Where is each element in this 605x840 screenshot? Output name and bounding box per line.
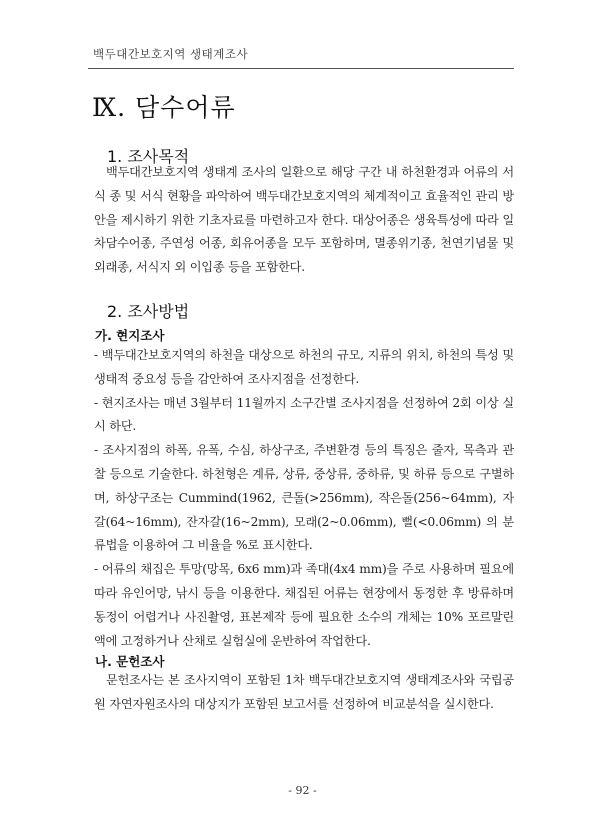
section-1-title: 1. 조사목적 (107, 147, 190, 166)
header-divider (88, 68, 514, 69)
subsection-b-paragraph (94, 669, 514, 717)
section-1-body: 백두대간보호지역 생태계 조사의 일환으로 해당 구간 내 하천환경과 어류의 서식 종 및 서식 현황을 파악하여 백두대간보호지역의 체계적이고 효율적인 관리 방안을 제시하기 위한 기초자료를 마련하고자 한다. 대상어종은 생육특성에 따라 일차담수어종, 주연성 어종, 회유어종을 모두 포함하며, 멸종위기종, 천연기념물 및 외래종, 서식지 외 이입종 등을 포함한다. (94, 165, 514, 275)
list-item: - 조사지점의 하폭, 유폭, 수심, 하상구조, 주변환경 등의 특징은 줄자, 목측과 관찰 등으로 기술한다. 하천형은 계류, 상류, 중상류, 중하류, 및 하류 등으로 구별하며, 하상구조는 Cummind(1962, 큰돌(>256mm), 작은돌(256~64mm), 자갈(64~16mm), 잔자갈(16~2mm), 모래(2~0.06mm), 뻘(<0.06mm) 의 분류법을 이용하여 그 비율을 %로 표시한다. (94, 443, 514, 553)
chapter-title: Ⅸ. 담수어류 (92, 93, 236, 122)
list-item: - 백두대간보호지역의 하천을 대상으로 하천의 규모, 지류의 위치, 하천의 특성 및 생태적 중요성 등을 감안하여 조사지점을 선정한다. (94, 348, 514, 386)
page-number: - 92 - (288, 784, 317, 797)
subsection-a-list (94, 344, 514, 653)
subsection-a-title: 가. 현지조사 (95, 328, 165, 343)
running-header: 백두대간보호지역 생태계조사 (93, 47, 249, 61)
list-item: - 현지조사는 매년 3월부터 11월까지 소구간별 조사지점을 선정하여 2회 이상 실시 하단. (94, 395, 514, 434)
list-item: - 어류의 채집은 투망(망목, 6x6 mm)과 족대(4x4 mm)을 주로 사용하며 필요에 따라 유인어망, 낚시 등을 이용한다. 채집된 어류는 현장에서 동정한 후 방류하며 동정이 어렵거나 사진촬영, 표본제작 등에 필요한 소수의 개체는 10% 포르말린액에 고정하거나 산채로 실험실에 운반하여 작업한다. (94, 562, 514, 648)
subsection-b-title: 나. 문헌조사 (95, 654, 165, 669)
section-1-paragraph (94, 161, 514, 280)
subsection-b-body: 문헌조사는 본 조사지역이 포함된 1차 백두대간보호지역 생태계조사와 국립공원 자연자원조사의 대상지가 포함된 보고서를 선정하여 비교분석을 실시한다. (94, 673, 514, 711)
section-2-title: 2. 조사방법 (107, 302, 190, 321)
